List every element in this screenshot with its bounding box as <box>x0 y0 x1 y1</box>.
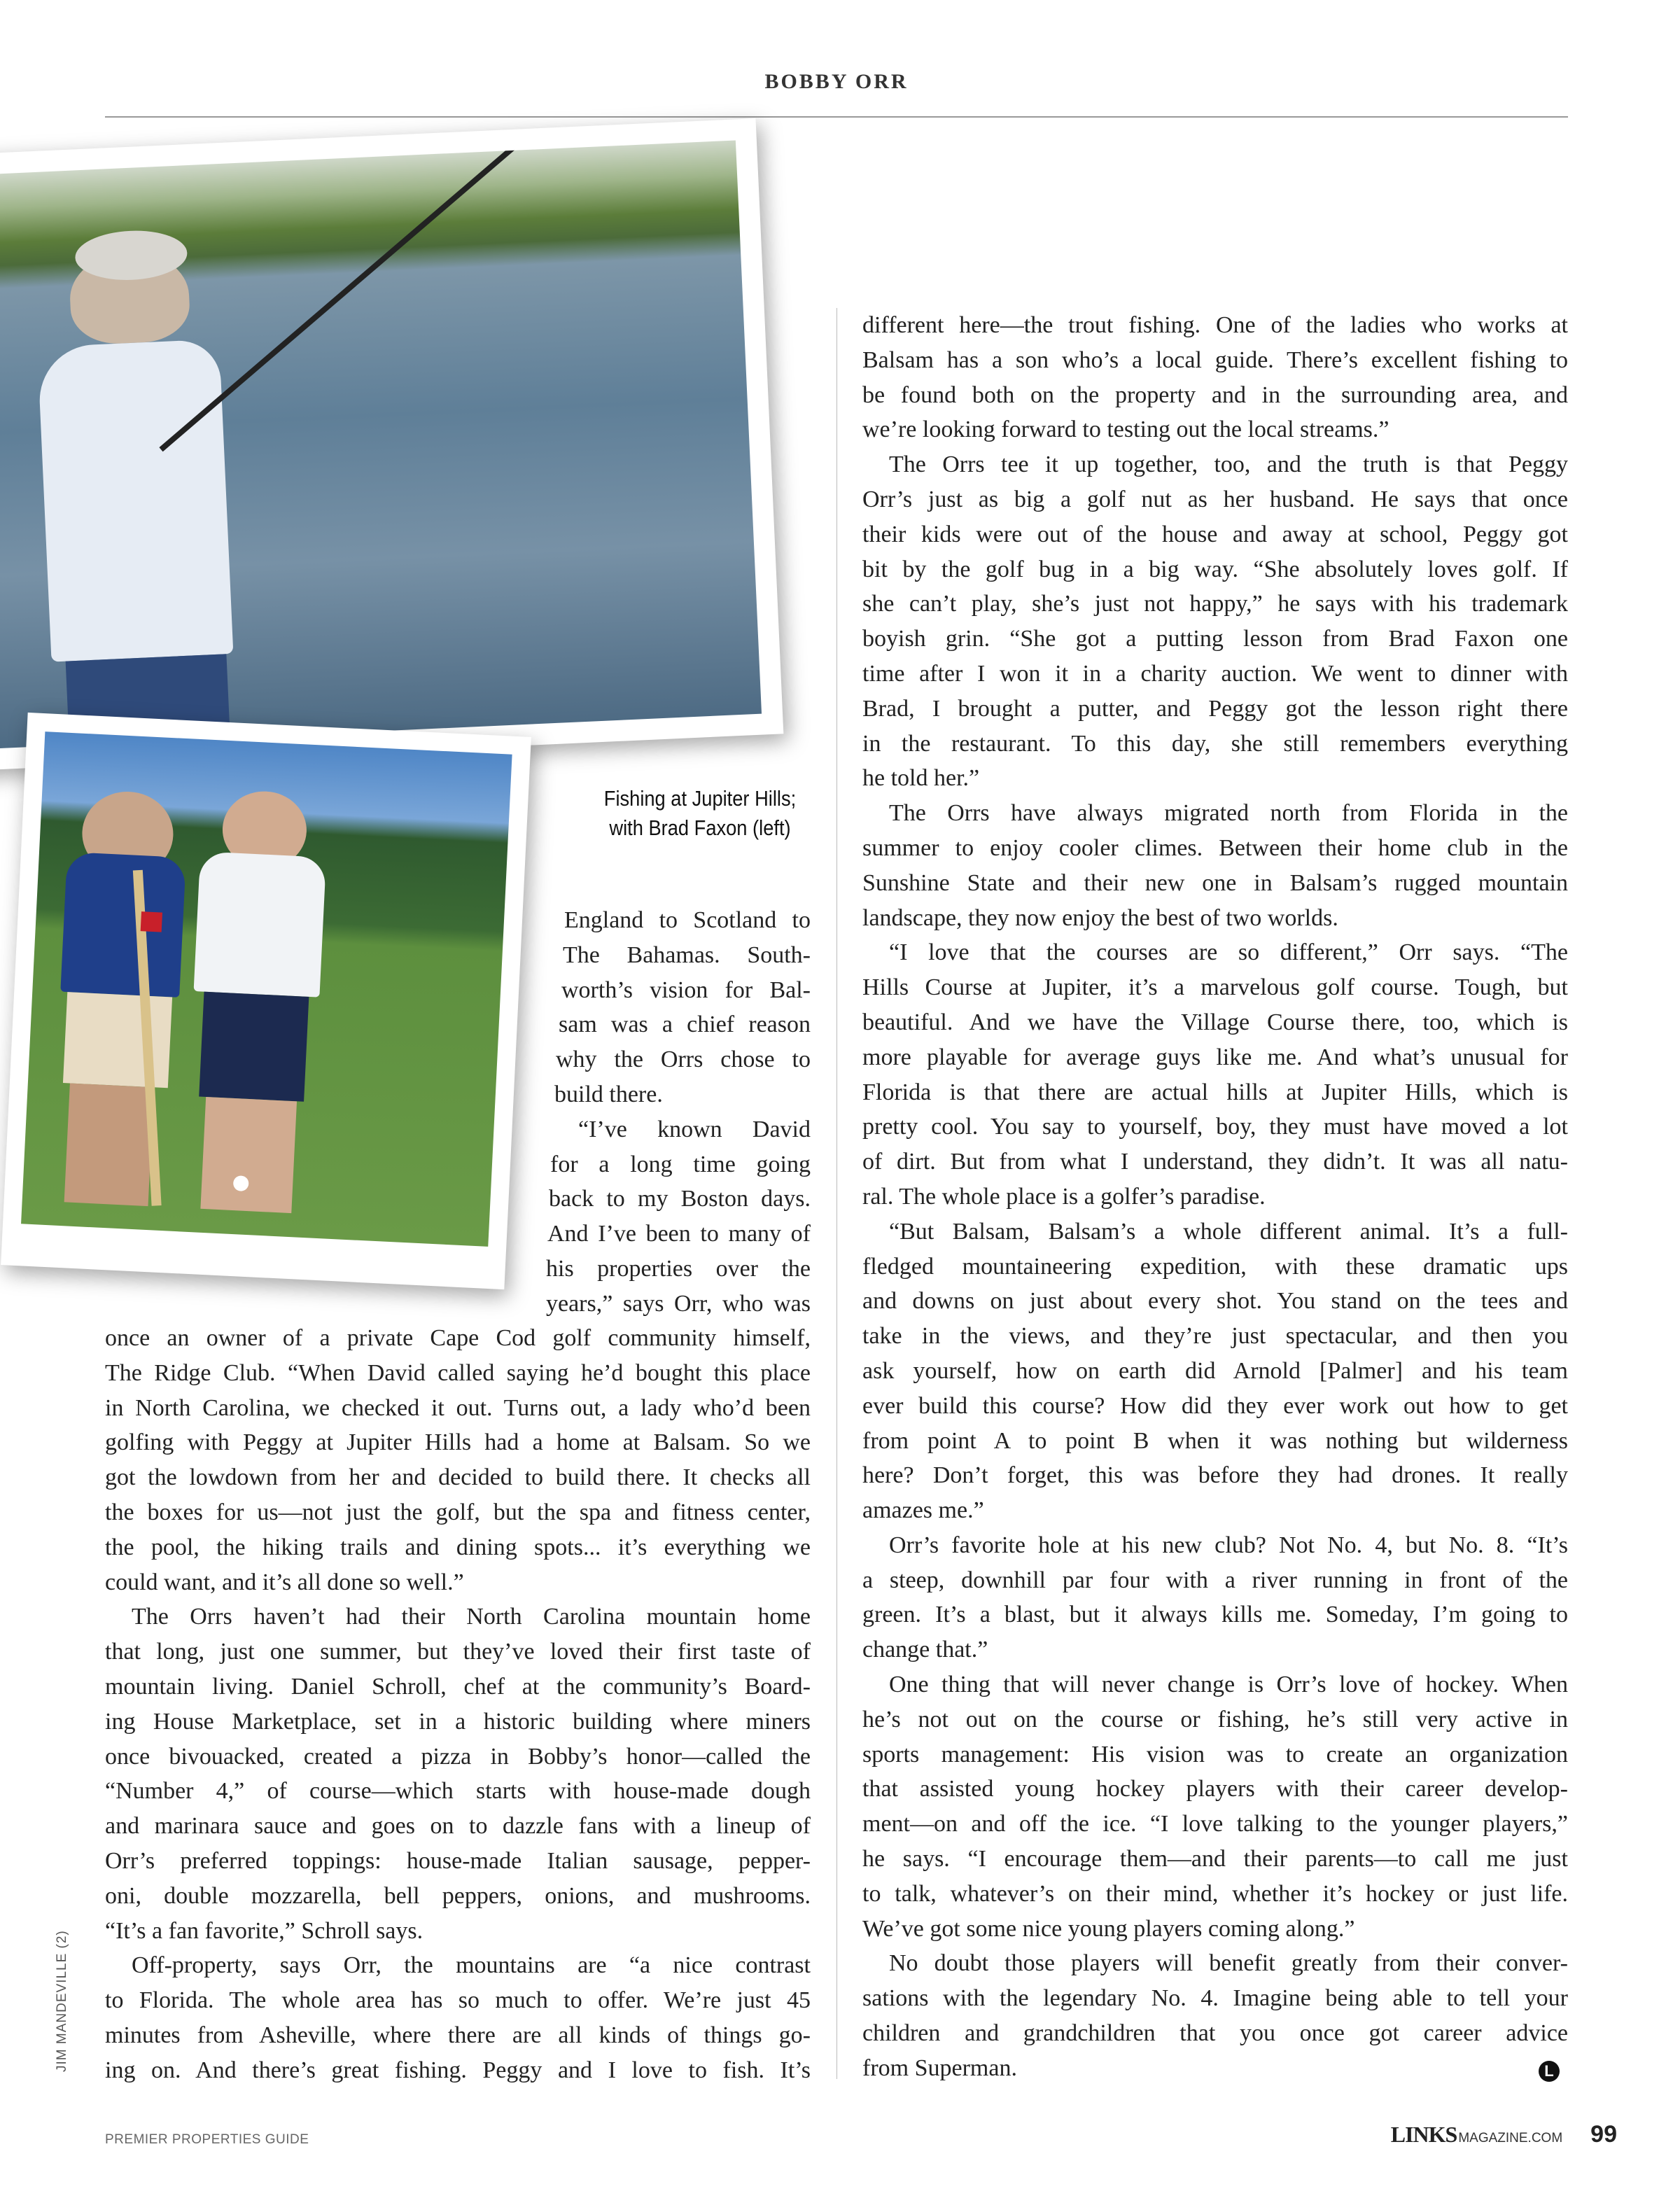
text-line: mountain living. Daniel Schroll, chef at the community’s Board- <box>105 1673 811 1700</box>
faxon-legs <box>64 1083 154 1206</box>
orr-shirt <box>194 851 327 997</box>
text-line: to Florida. The whole area has so much to offer. We’re just 45 <box>105 1987 811 2014</box>
photo-fishing-image <box>0 140 762 748</box>
text-line: change that.” <box>862 1637 988 1663</box>
text-line: ask yourself, how on earth did Arnold [Palmer] and his team <box>862 1357 1568 1384</box>
photo-fishing <box>0 118 783 771</box>
text-line: minutes from Asheville, where there are all kinds of things go- <box>105 2022 811 2048</box>
text-line: could want, and it’s all done so well.” <box>105 1569 464 1595</box>
text-line: England to Scotland to <box>564 907 811 933</box>
text-line: amazes me.” <box>862 1497 984 1524</box>
text-line: from point A to point B when it was nothing but wilderness <box>862 1427 1568 1454</box>
footer-section: PREMIER PROPERTIES GUIDE <box>105 2132 309 2147</box>
column-rule <box>836 308 837 2079</box>
text-line: “I’ve known David <box>578 1116 811 1142</box>
text-line: for a long time going <box>550 1151 811 1177</box>
text-line: once an owner of a private Cape Cod golf community himself, <box>105 1325 811 1351</box>
brand-site: MAGAZINE.COM <box>1458 2131 1563 2146</box>
text-line: more playable for average guys like me. And what’s unusual for <box>862 1044 1568 1070</box>
article-column-left <box>105 1321 811 2088</box>
text-line: build there. <box>554 1081 663 1107</box>
text-line: sam was a chief reason <box>559 1011 811 1038</box>
text-line: Florida is that there are actual hills at Jupiter Hills, which is <box>862 1079 1568 1105</box>
text-line: back to my Boston days. <box>549 1186 811 1212</box>
faxon-shorts <box>63 992 172 1088</box>
text-line: ever build this course? How did they ever work out how to get <box>862 1392 1568 1419</box>
faxon-shirt <box>60 852 186 997</box>
text-line: Brad, I brought a putter, and Peggy got the lesson right there <box>862 695 1568 722</box>
text-line: And I’ve been to many of <box>547 1221 811 1247</box>
text-line: Balsam has a son who’s a local guide. There’s excellent fishing to <box>862 346 1568 373</box>
text-line: he told her.” <box>862 765 980 792</box>
text-line: The Orrs haven’t had their North Carolina mountain home <box>132 1604 811 1630</box>
running-head: BOBBY ORR <box>764 70 909 93</box>
text-line: sports management: His vision was to create an organization <box>862 1741 1568 1768</box>
fishing-rod <box>159 140 545 451</box>
text-line: different here—the trout fishing. One of the ladies who works at <box>862 312 1568 338</box>
text-line: time after I won it in a charity auction. We went to dinner with <box>862 660 1568 687</box>
photo-credit: JIM MANDEVILLE (2) <box>55 1930 69 2072</box>
text-line: to talk, whatever’s on their mind, whether it’s hockey or just life. <box>862 1880 1568 1907</box>
text-line: he’s not out on the course or fishing, he’s still very active in <box>862 1706 1568 1732</box>
text-line: pretty cool. You say to yourself, boy, they must have moved a lot <box>862 1114 1568 1140</box>
text-line: from Superman. <box>862 2054 1017 2081</box>
brand-logo: LINKS <box>1390 2122 1457 2147</box>
footer-brand <box>1391 2121 1617 2148</box>
text-line: why the Orrs chose to <box>556 1046 811 1073</box>
text-line: The Bahamas. South- <box>563 941 811 968</box>
text-line: we’re looking forward to testing out the local streams.” <box>862 416 1390 443</box>
caption-line: with Brad Faxon (left) <box>609 816 791 840</box>
text-line: oni, double mozzarella, bell peppers, onions, and mushrooms. <box>105 1882 811 1909</box>
text-line: Hills Course at Jupiter, it’s a marvelous golf course. Tough, but <box>862 974 1568 1001</box>
text-line: their kids were out of the house and away at school, Peggy got <box>862 521 1568 547</box>
text-line: golfing with Peggy at Jupiter Hills had a home at Balsam. So we <box>105 1429 811 1456</box>
text-line: got the lowdown from her and decided to build there. It checks all <box>105 1464 811 1491</box>
text-line: the pool, the hiking trails and dining spots... it’s everything we <box>105 1534 811 1560</box>
text-line: “I love that the courses are so different,” Orr says. “The <box>889 939 1568 966</box>
text-line: the boxes for us—not just the golf, but the spa and fitness center, <box>105 1499 811 1525</box>
text-line: ing House Marketplace, set in a historic building where miners <box>105 1708 811 1735</box>
page-number: 99 <box>1590 2121 1617 2148</box>
text-line: here? Don’t forget, this was before they had drones. It really <box>862 1462 1568 1489</box>
text-line: in North Carolina, we checked it out. Turns out, a lady who’d been <box>105 1394 811 1421</box>
orr-shorts <box>199 992 309 1102</box>
text-line: Off-property, says Orr, the mountains are “a nice contrast <box>132 1952 811 1979</box>
text-line: a steep, downhill par four with a river running in front of the <box>862 1567 1568 1593</box>
end-mark-icon: L <box>1539 2061 1560 2082</box>
header-rule <box>105 116 1568 118</box>
text-line: and downs on just about every shot. You stand on the tees and <box>862 1288 1568 1315</box>
man-shirt <box>37 339 233 662</box>
article-column-narrow <box>546 903 811 1322</box>
article-column-right <box>862 308 1568 2086</box>
text-line: once bivouacked, created a pizza in Bobby’s honor—called the <box>105 1743 811 1770</box>
text-line: worth’s vision for Bal- <box>561 976 811 1003</box>
caption-line: Fishing at Jupiter Hills; <box>603 786 797 811</box>
text-line: Orr’s preferred toppings: house-made Italian sausage, pepper- <box>105 1847 811 1874</box>
text-line: be found both on the property and in the surrounding area, and <box>862 382 1568 408</box>
text-line: green. It’s a blast, but it always kills me. Someday, I’m going to <box>862 1602 1568 1628</box>
text-line: “Number 4,” of course—which starts with house-made dough <box>105 1778 811 1805</box>
text-line: One thing that will never change is Orr’s love of hockey. When <box>889 1672 1568 1698</box>
photo-caption <box>583 784 817 843</box>
text-line: The Orrs have always migrated north from Florida in the <box>889 800 1568 827</box>
photo-golf-image <box>21 732 512 1247</box>
text-line: The Ridge Club. “When David called saying he’d bought this place <box>105 1359 811 1386</box>
text-line: boyish grin. “She got a putting lesson from Brad Faxon one <box>862 626 1568 652</box>
text-line: beautiful. And we have the Village Course there, too, which is <box>862 1009 1568 1035</box>
text-line: Sunshine State and their new one in Balsam’s rugged mountain <box>862 869 1568 896</box>
text-line: ral. The whole place is a golfer’s paradise. <box>862 1183 1266 1210</box>
text-line: children and grandchildren that you once got career advice <box>862 2020 1568 2047</box>
text-line: of dirt. But from what I understand, they didn’t. It was all natu- <box>862 1149 1568 1175</box>
photo-golf <box>1 713 531 1289</box>
text-line: she can’t play, she’s just not happy,” he says with his trademark <box>862 591 1568 617</box>
text-line: ing on. And there’s great fishing. Peggy and I love to fish. It’s <box>105 2057 811 2083</box>
text-line: his properties over the <box>546 1255 811 1282</box>
text-line: that assisted young hockey players with their career develop- <box>862 1776 1568 1802</box>
flag <box>141 911 162 932</box>
text-line: Orr’s favorite hole at his new club? Not No. 4, but No. 8. “It’s <box>889 1532 1568 1558</box>
text-line: take in the views, and they’re just spectacular, and then you <box>862 1323 1568 1350</box>
text-line: Orr’s just as big a golf nut as her husband. He says that once <box>862 486 1568 512</box>
text-line: The Orrs tee it up together, too, and the truth is that Peggy <box>889 451 1568 478</box>
text-line: he says. “I encourage them—and their parents—to call me just <box>862 1846 1568 1872</box>
orr-legs <box>200 1097 297 1213</box>
text-line: that long, just one summer, but they’ve loved their first taste of <box>105 1639 811 1665</box>
text-line: “It’s a fan favorite,” Schroll says. <box>105 1917 424 1944</box>
text-line: years,” says Orr, who was <box>546 1290 811 1317</box>
text-line: landscape, they now enjoy the best of two worlds. <box>862 904 1338 931</box>
text-line: and marinara sauce and goes on to dazzle fans with a lineup of <box>105 1813 811 1840</box>
text-line: in the restaurant. To this day, she still remembers everything <box>862 730 1568 757</box>
text-line: No doubt those players will benefit greatly from their conver- <box>889 1950 1568 1977</box>
text-line: fledged mountaineering expedition, with these dramatic ups <box>862 1253 1568 1280</box>
text-line: ment—on and off the ice. “I love talking to the younger players,” <box>862 1811 1568 1837</box>
text-line: sations with the legendary No. 4. Imagine being able to tell your <box>862 1985 1568 2012</box>
text-line: bit by the golf bug in a big way. “She absolutely loves golf. If <box>862 556 1568 582</box>
text-line: “But Balsam, Balsam’s a whole different animal. It’s a full- <box>889 1218 1568 1245</box>
text-line: We’ve got some nice young players coming along.” <box>862 1915 1355 1942</box>
text-line: summer to enjoy cooler climes. Between their home club in the <box>862 834 1568 861</box>
